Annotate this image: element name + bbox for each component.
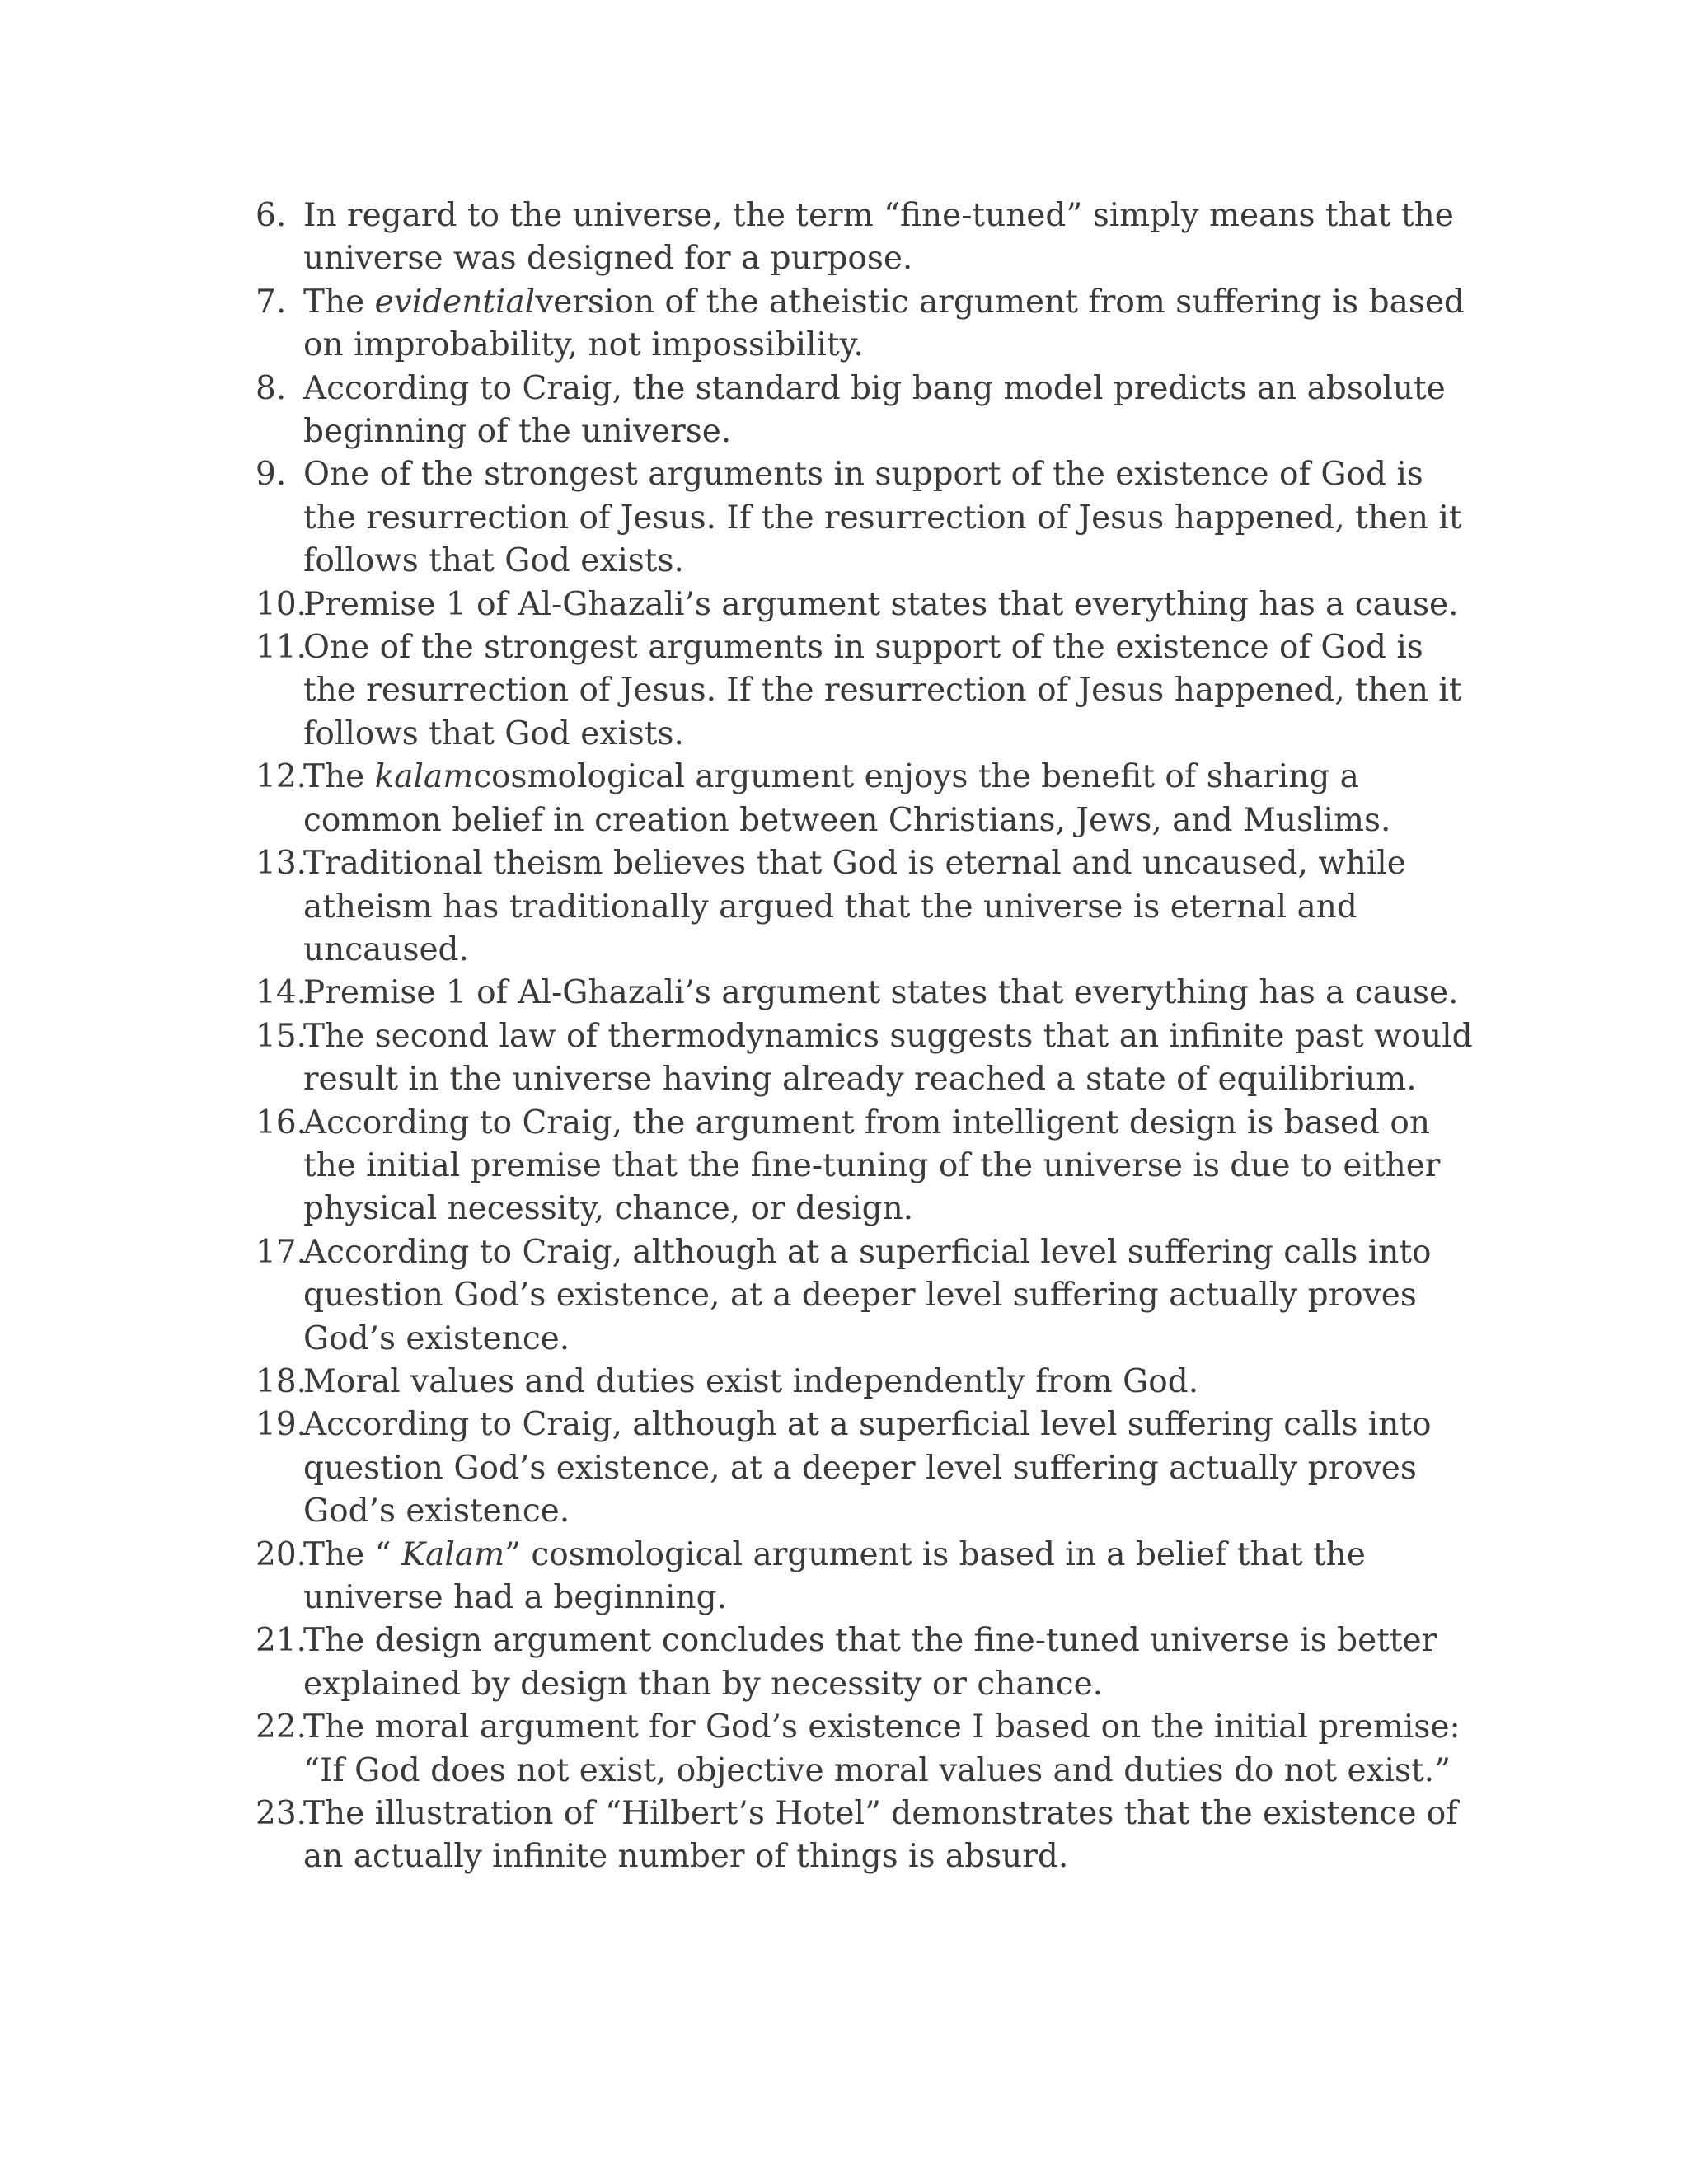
question-item <box>256 1102 1484 1231</box>
question-text <box>303 626 1484 756</box>
text-segment: version of the atheistic argument from suffering is based on improbability, not impossibility. <box>303 283 1465 364</box>
question-number: 6. <box>256 197 287 234</box>
question-text <box>303 972 1484 1015</box>
question-item <box>256 453 1484 583</box>
question-item <box>256 1706 1484 1793</box>
question-item <box>256 583 1484 626</box>
question-text <box>303 1534 1484 1620</box>
question-text <box>303 1706 1484 1793</box>
italic-term: kalam <box>374 758 474 796</box>
question-item <box>256 1534 1484 1620</box>
question-list <box>256 194 1484 1879</box>
question-number: 15. <box>256 1017 307 1055</box>
question-text <box>303 1102 1484 1231</box>
text-segment: ” cosmological argument is based in a belief that the universe had a beginning. <box>303 1535 1366 1616</box>
text-segment: Moral values and duties exist independently from God. <box>303 1362 1199 1400</box>
text-segment: Traditional theism believes that God is eternal and uncaused, while atheism has traditionally argued that the universe is eternal and uncaused. <box>303 845 1406 968</box>
text-segment: One of the strongest arguments in support of the existence of God is the resurrection of Jesus. If the resurrection of Jesus happened, then it follows that God exists. <box>303 456 1462 580</box>
question-number: 18. <box>256 1362 307 1400</box>
text-segment: The <box>303 758 375 796</box>
question-text <box>303 453 1484 583</box>
question-number: 7. <box>256 283 287 321</box>
question-number: 20. <box>256 1535 307 1573</box>
question-item <box>256 281 1484 368</box>
text-segment: The second law of thermodynamics suggests that an infinite past would result in the universe having already reached a state of equilibrium. <box>303 1017 1473 1099</box>
text-segment: Premise 1 of Al-Ghazali’s argument states that everything has a cause. <box>303 585 1459 623</box>
question-number: 14. <box>256 974 307 1012</box>
question-number: 8. <box>256 369 287 407</box>
text-segment: The illustration of “Hilbert’s Hotel” demonstrates that the existence of an actually infinite number of things is absurd. <box>303 1795 1458 1876</box>
question-item <box>256 1404 1484 1533</box>
question-item <box>256 368 1484 454</box>
question-item <box>256 626 1484 756</box>
text-segment: cosmological argument enjoys the benefit of sharing a common belief in creation between Christians, Jews, and Muslims. <box>303 758 1391 839</box>
question-item <box>256 1361 1484 1404</box>
question-item <box>256 972 1484 1015</box>
italic-term: evidential <box>374 283 536 321</box>
question-text <box>303 368 1484 454</box>
question-text <box>303 1619 1484 1706</box>
text-segment: According to Craig, although at a superficial level suffering calls into question God’s existence, at a deeper level suffering actually proves God’s existence. <box>303 1233 1432 1357</box>
question-text <box>303 1015 1484 1102</box>
text-segment: In regard to the universe, the term “fine-tuned” simply means that the universe was designed for a purpose. <box>303 197 1454 278</box>
text-segment: The moral argument for God’s existence I based on the initial premise: “If God does not exist, objective moral values and duties do not exist.” <box>303 1708 1461 1789</box>
text-segment: Premise 1 of Al-Ghazali’s argument states that everything has a cause. <box>303 974 1459 1012</box>
question-item <box>256 194 1484 281</box>
question-number: 21. <box>256 1622 307 1660</box>
question-number: 11. <box>256 629 307 667</box>
question-number: 22. <box>256 1708 307 1746</box>
question-number: 23. <box>256 1795 307 1833</box>
question-text <box>303 842 1484 972</box>
question-text <box>303 1361 1484 1404</box>
question-item <box>256 1619 1484 1706</box>
text-segment: One of the strongest arguments in support of the existence of God is the resurrection of Jesus. If the resurrection of Jesus happened, then it follows that God exists. <box>303 629 1462 752</box>
question-text <box>303 1231 1484 1361</box>
question-item <box>256 1015 1484 1102</box>
question-number: 10. <box>256 585 307 623</box>
question-text <box>303 583 1484 626</box>
question-item <box>256 842 1484 972</box>
text-segment: According to Craig, the argument from intelligent design is based on the initial premise that the fine-tuning of the universe is due to either physical necessity, chance, or design. <box>303 1104 1441 1228</box>
question-number: 13. <box>256 845 307 883</box>
italic-term: Kalam <box>401 1535 505 1573</box>
question-number: 17. <box>256 1233 307 1271</box>
question-text <box>303 194 1484 281</box>
text-segment: The design argument concludes that the fine-tuned universe is better explained by design than by necessity or chance. <box>303 1622 1437 1703</box>
question-item <box>256 756 1484 842</box>
text-segment: The “ <box>303 1535 401 1573</box>
text-segment: According to Craig, although at a superficial level suffering calls into question God’s existence, at a deeper level suffering actually proves God’s existence. <box>303 1406 1432 1530</box>
question-number: 12. <box>256 758 307 796</box>
text-segment: According to Craig, the standard big bang model predicts an absolute beginning of the universe. <box>303 369 1446 451</box>
question-text <box>303 281 1484 368</box>
question-number: 16. <box>256 1104 307 1141</box>
question-item <box>256 1793 1484 1879</box>
question-item <box>256 1231 1484 1361</box>
question-number: 9. <box>256 456 287 494</box>
question-text <box>303 1404 1484 1533</box>
question-text <box>303 1793 1484 1879</box>
question-number: 19. <box>256 1406 307 1444</box>
text-segment: The <box>303 283 375 321</box>
question-text <box>303 756 1484 842</box>
